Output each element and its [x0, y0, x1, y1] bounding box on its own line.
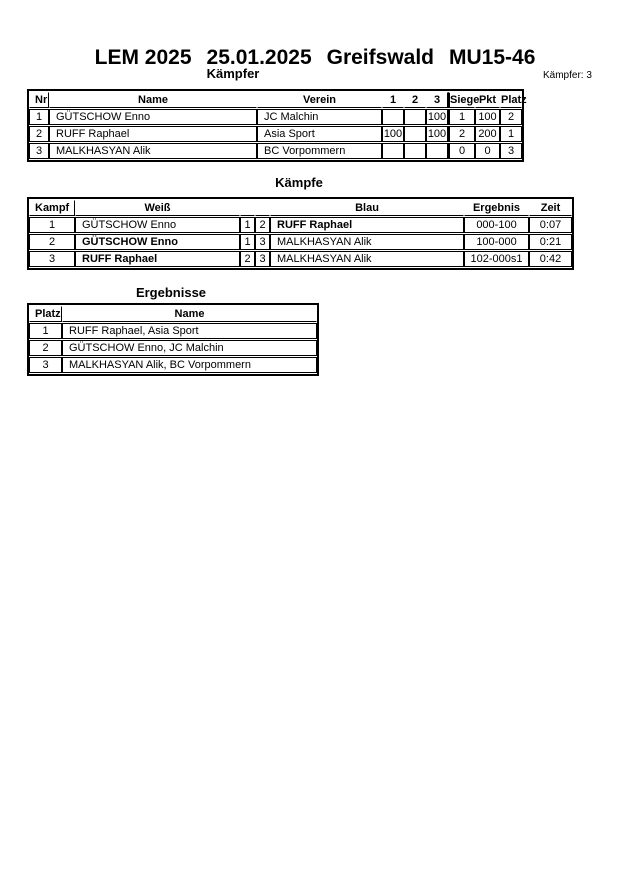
fight-row: [29, 251, 572, 267]
fighter-score-3: 100: [427, 111, 447, 123]
fight-number: 3: [29, 251, 75, 267]
fight-weiss-nr: 2: [240, 251, 255, 267]
fighter-score-1: 100: [383, 128, 403, 140]
col-header-zeit: Zeit: [529, 200, 572, 216]
fighter-place: 1: [500, 126, 522, 142]
result-row: [29, 323, 317, 339]
col-header-blau-nr: [255, 200, 270, 216]
fight-weiss-nr: 1: [240, 217, 255, 233]
fighter-count-label: Kämpfer: 3: [543, 70, 592, 81]
fight-time: 0:42: [529, 251, 572, 267]
fighter-row: [29, 126, 522, 142]
fighter-score-3: [426, 143, 448, 159]
fight-time: 0:07: [529, 217, 572, 233]
col-header-round2: 2: [404, 92, 426, 108]
result-place: 3: [29, 357, 62, 373]
fighter-score-2: [404, 109, 426, 125]
fight-blau-nr: 2: [255, 217, 270, 233]
fight-time: 0:21: [529, 234, 572, 250]
fight-weiss-name: RUFF Raphael: [75, 251, 240, 267]
col-header-kampf: Kampf: [29, 200, 75, 216]
col-header-verein: Verein: [257, 92, 382, 108]
fighters-section-title: Kämpfer: [206, 66, 260, 81]
result-name: GÜTSCHOW Enno, JC Malchin: [62, 340, 317, 356]
fighter-place: 2: [500, 109, 522, 125]
fighter-points: 100: [475, 109, 500, 125]
fights-section-title: Kämpfe: [275, 175, 323, 190]
fighter-score-2: [404, 126, 426, 142]
result-row: [29, 340, 317, 356]
fight-number: 1: [29, 217, 75, 233]
fighter-club: BC Vorpommern: [257, 143, 382, 159]
fighter-place: 3: [500, 143, 522, 159]
fighter-score-1: [382, 109, 404, 125]
fighter-wins: 2: [448, 126, 475, 142]
fight-blau-name: MALKHASYAN Alik: [270, 251, 464, 267]
fighter-wins: 0: [448, 143, 475, 159]
col-header-platz: Platz: [501, 94, 527, 106]
fighters-table: [27, 89, 527, 162]
fighter-nr: 1: [29, 109, 49, 125]
fighter-score-2: [404, 143, 426, 159]
fights-table: [27, 197, 574, 270]
result-row: [29, 357, 317, 373]
fighter-name: MALKHASYAN Alik: [49, 143, 257, 159]
fight-result: 000-100: [464, 217, 529, 233]
result-place: 2: [29, 340, 62, 356]
col-header-nr: Nr: [29, 92, 49, 108]
col-header-name: Name: [62, 306, 317, 322]
result-name: MALKHASYAN Alik, BC Vorpommern: [62, 357, 317, 373]
fight-blau-name: RUFF Raphael: [270, 217, 464, 233]
col-header-pkt: Pkt: [475, 92, 500, 108]
col-header-name: Name: [49, 92, 257, 108]
title-category: MU15-46: [449, 46, 536, 69]
fighter-club: Asia Sport: [257, 126, 382, 142]
fighters-header-row: [29, 92, 522, 108]
fight-result: 100-000: [464, 234, 529, 250]
fights-header-row: [29, 200, 572, 216]
fight-blau-nr: 3: [255, 251, 270, 267]
results-section-title: Ergebnisse: [135, 285, 207, 300]
fight-weiss-nr: 1: [240, 234, 255, 250]
fight-blau-name: MALKHASYAN Alik: [270, 234, 464, 250]
fighter-row: [29, 109, 522, 125]
col-header-round1: 1: [382, 92, 404, 108]
col-header-round3: 3: [426, 92, 448, 108]
col-header-ergebnis: Ergebnis: [464, 200, 529, 216]
fighter-points: 200: [475, 126, 500, 142]
result-place: 1: [29, 323, 62, 339]
fighter-name: RUFF Raphael: [49, 126, 257, 142]
fight-number: 2: [29, 234, 75, 250]
fight-result: 102-000s1: [464, 251, 529, 267]
results-header-row: [29, 306, 317, 322]
fight-weiss-name: GÜTSCHOW Enno: [75, 217, 240, 233]
col-header-siege: Siege: [450, 94, 480, 106]
page-title: [0, 46, 630, 70]
fighter-club: JC Malchin: [257, 109, 382, 125]
fighter-score-3: 100: [427, 128, 447, 140]
result-name: RUFF Raphael, Asia Sport: [62, 323, 317, 339]
col-header-weiss-nr: [240, 200, 255, 216]
title-location: Greifswald: [326, 46, 434, 69]
fighter-score-1: [382, 143, 404, 159]
fighter-nr: 2: [29, 126, 49, 142]
fight-blau-nr: 3: [255, 234, 270, 250]
fight-row: [29, 234, 572, 250]
col-header-platz: Platz: [29, 306, 62, 322]
fight-weiss-name: GÜTSCHOW Enno: [75, 234, 240, 250]
fighter-row: [29, 143, 522, 159]
fighter-points: 0: [475, 143, 500, 159]
fighter-wins: 1: [448, 109, 475, 125]
fighter-name: GÜTSCHOW Enno: [49, 109, 257, 125]
results-table: [27, 303, 319, 376]
fighter-nr: 3: [29, 143, 49, 159]
col-header-blau: Blau: [270, 200, 464, 216]
col-header-weiss: Weiß: [75, 200, 240, 216]
fight-row: [29, 217, 572, 233]
title-date: 25.01.2025: [206, 46, 312, 69]
title-event: LEM 2025: [94, 46, 192, 69]
